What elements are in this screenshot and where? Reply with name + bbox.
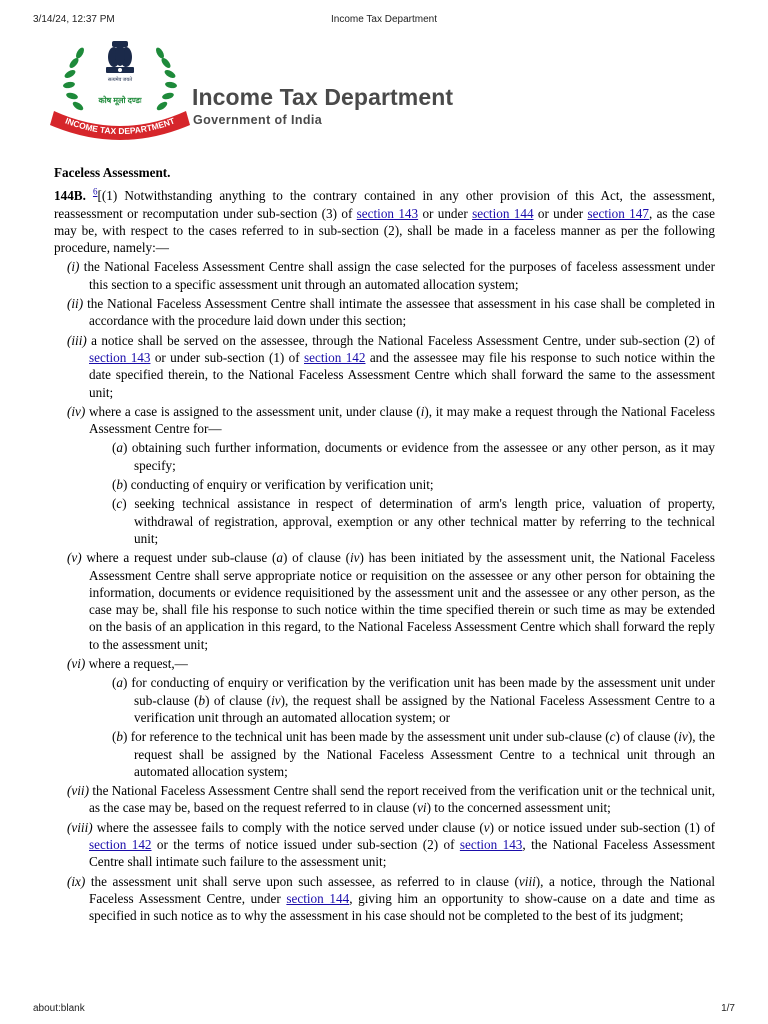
- income-tax-logo: [50, 33, 190, 141]
- subclause-iv-a: (a) obtaining such further information, documents or evidence from the assessee or any other person, as it may specify;: [112, 440, 715, 473]
- clause-text: the National Faceless Assessment Centre shall intimate the assessee that assessment in his case shall be completed in accordance with the procedure laid down under this section;: [83, 296, 715, 329]
- clause-text: the National Faceless Assessment Centre shall send the report received from the verification unit or the technical unit, as the case may be, based on the request referred to in clause (: [88, 783, 715, 816]
- department-title: Income Tax Department: [192, 84, 454, 110]
- clause-text: ), it may make a request through the National Faceless Assessment Centre for—: [89, 403, 716, 437]
- clause-text: , giving him an opportunity to show-cause on a date and time as specified in such notice as to why the assessment in his case should not be completed to the best of its judgment;: [89, 890, 716, 924]
- clause-ref: vi: [417, 800, 427, 816]
- section-intro: [54, 187, 715, 256]
- clause-text: or the terms of notice issued under sub-section (2) of: [151, 836, 460, 852]
- section-heading: Faceless Assessment.: [54, 165, 171, 180]
- logo-motto: कोष मूलो दण्डः: [98, 96, 142, 105]
- clause-text: ) has been initiated by the assessment unit, the National Faceless Assessment Centre shall serve appropriate notice or requisition on the assessee or any other person for obtaining the information, documents or evidence requisitioned by the assessment unit and the assessee or any other person, as the case may be, shall file his response to such notice within the time specified therein or such time as may be extended on the basis of an application in this regard, to the National Faceless Assessment Centre which shall forward the reply to the assessment unit;: [89, 550, 716, 652]
- clause-ref: b: [198, 692, 206, 708]
- ribbon-text: INCOME TAX DEPARTMENT: [63, 115, 177, 137]
- clause-text: seeking technical assistance in respect of determination of arm's length price, valuation of property, withdrawal of registration, approval, exemption or any other technical matter by referring to the technical unit;: [126, 496, 715, 546]
- section-number: 144B.: [54, 188, 86, 204]
- clause-text: , the National Faceless Assessment Centre shall intimate such failure to the assessment unit;: [89, 836, 715, 870]
- clause-label: (iv): [67, 403, 86, 419]
- clause-text: for conducting of enquiry or verification by the verification unit has been made by the assessment unit under sub-clause (: [127, 675, 715, 708]
- intro-text: or under: [418, 205, 473, 221]
- clause-iv: [54, 403, 715, 438]
- link-section-143[interactable]: section 143: [356, 205, 419, 221]
- emblem-icon: [106, 41, 134, 73]
- clause-vi: [54, 655, 715, 672]
- clause-text: ) of clause (: [615, 729, 679, 745]
- clause-text: conducting of enquiry or verification by verification unit;: [127, 477, 434, 493]
- subclause-iv-c: (c) seeking technical assistance in respect of determination of arm's length price, valuation of property, withdrawal of registration, approval, exemption or any other technical matter by referring to the technical unit;: [112, 496, 715, 546]
- clause-vii: [54, 782, 715, 817]
- clause-text: where a request,—: [85, 656, 188, 672]
- clause-ref: c: [609, 729, 616, 745]
- department-subtitle: Government of India: [193, 113, 323, 127]
- clause-ref: viii: [518, 873, 536, 889]
- clause-text: where a case is assigned to the assessment unit, under clause (: [85, 403, 421, 419]
- clause-text: ) of clause (: [282, 550, 350, 566]
- clause-text: ), the request shall be assigned by the National Faceless Assessment Centre to a verification unit through an automated allocation system; or: [134, 692, 715, 725]
- clause-label: (vii): [67, 783, 89, 799]
- clause-ref: i: [420, 403, 425, 419]
- clause-label: (i): [67, 259, 80, 275]
- link-section-147[interactable]: section 147: [587, 205, 649, 221]
- print-url: about:blank: [33, 1003, 85, 1014]
- link-section-142[interactable]: section 142: [89, 836, 152, 852]
- clause-label: (v): [67, 550, 82, 566]
- document-body: [54, 164, 715, 924]
- intro-text: or under: [533, 205, 588, 221]
- subclause-iv-b: (b) conducting of enquiry or verification by verification unit;: [112, 477, 434, 493]
- link-section-142[interactable]: section 142: [304, 349, 366, 365]
- clause-ref: iv: [349, 550, 360, 566]
- print-datetime: 3/14/24, 12:37 PM: [33, 14, 115, 25]
- clause-text: obtaining such further information, documents or evidence from the assessee or any other person, as it may specify;: [127, 440, 715, 473]
- clause-text: ) to the concerned assessment unit;: [426, 800, 611, 816]
- clause-ref: iv: [678, 729, 688, 745]
- intro-text: [(1) Notwithstanding anything to the contrary contained in any other provision of this Act, the assessment, reassessment or recomputation under sub-section (3) of: [54, 188, 716, 221]
- clause-text: ) of clause (: [205, 692, 272, 708]
- clause-text: for reference to the technical unit has been made by the assessment unit under sub-clause (: [127, 729, 610, 745]
- clause-iii: [54, 332, 715, 401]
- clause-text: ) or notice issued under sub-section (1) of: [489, 819, 715, 835]
- clause-label: (vi): [67, 656, 86, 672]
- clause-label: (iii): [67, 332, 87, 348]
- print-page-number: 1/7: [721, 1003, 735, 1014]
- clause-v: [54, 549, 715, 653]
- clause-text: a notice shall be served on the assessee, through the National Faceless Assessment Centre, under sub-section (2) of: [86, 332, 715, 348]
- clause-text: ), the request shall be assigned by the National Faceless Assessment Centre to a technical unit through an automated allocation system;: [134, 729, 715, 779]
- link-section-143[interactable]: section 143: [459, 836, 523, 852]
- clause-label: (viii): [67, 819, 93, 835]
- link-section-143[interactable]: section 143: [89, 349, 151, 365]
- subclause-vi-b: (b) for reference to the technical unit has been made by the assessment unit under sub-clause (c) of clause (iv), the request shall be assigned by the National Faceless Assessment Centre to a technical unit through an automated allocation system;: [112, 729, 715, 779]
- clause-viii: [54, 819, 715, 871]
- print-page-title: Income Tax Department: [331, 14, 437, 25]
- link-section-144[interactable]: section 144: [286, 890, 350, 906]
- clause-text: and the assessee may file his response to such notice within the date specified therein, to the National Faceless Assessment Centre which shall forward the same to the assessment unit;: [89, 349, 715, 400]
- clause-ref: iv: [271, 692, 281, 708]
- clause-i: [54, 258, 715, 293]
- clause-ref: v: [483, 819, 490, 835]
- clause-ref: a: [276, 550, 283, 566]
- subclause-vi-a: (a) for conducting of enquiry or verification by the verification unit has been made by the assessment unit under sub-clause (b) of clause (iv), the request shall be assigned by the National Faceless Assessment Centre to a verification unit through an automated allocation system; or: [112, 675, 715, 725]
- clause-label: (ix): [67, 873, 86, 889]
- clause-text: the National Faceless Assessment Centre shall assign the case selected for the purposes of faceless assessment under this section to a specific assessment unit through an automated allocation system;: [79, 259, 715, 292]
- link-section-144[interactable]: section 144: [472, 205, 534, 221]
- clause-text: the assessment unit shall serve upon such assessee, as referred to in clause (: [85, 873, 519, 889]
- footnote-ref[interactable]: 6: [92, 186, 98, 197]
- intro-text: , as the case may be, with respect to the cases referred to in sub-section (2), shall be made in a faceless manner as per the following procedure, namely:—: [54, 205, 715, 256]
- clause-text: ), a notice, through the National Faceless Assessment Centre, under: [89, 873, 715, 906]
- emblem-caption: सत्यमेव जयते: [107, 78, 133, 83]
- clause-label: (ii): [67, 296, 84, 312]
- clause-ix: [54, 873, 715, 925]
- clause-text: where a request under sub-clause (: [81, 550, 277, 566]
- clause-text: where the assessee fails to comply with the notice served under clause (: [92, 819, 484, 835]
- clause-text: or under sub-section (1) of: [150, 349, 304, 365]
- clause-ii: [54, 295, 715, 330]
